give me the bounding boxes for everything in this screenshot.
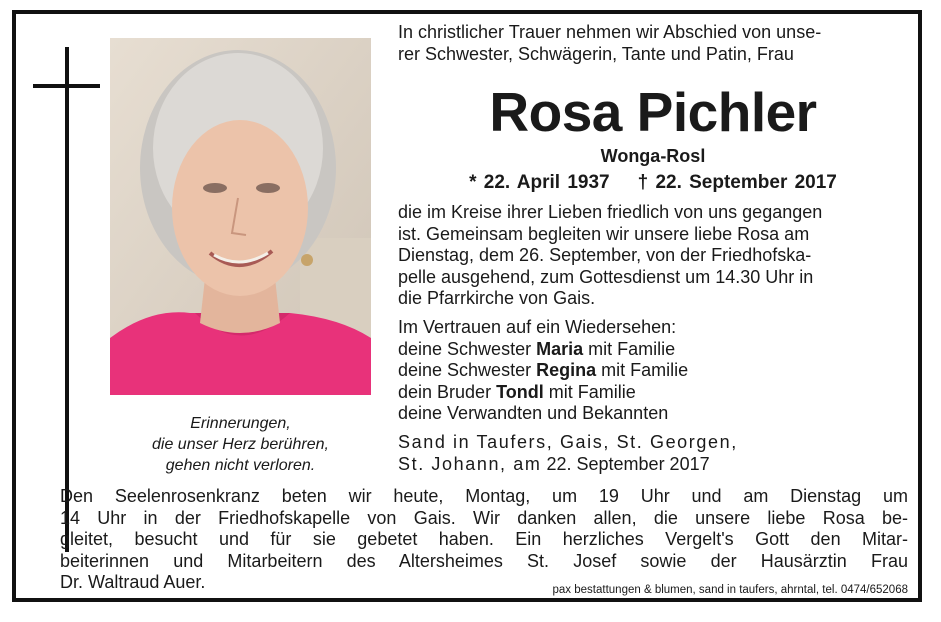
birth-date: * 22. April 1937 <box>469 172 610 193</box>
announcement-line: Dienstag, dem 26. September, von der Friedhofska- <box>398 245 812 265</box>
mourner-relation: deine Schwester <box>398 339 537 359</box>
mourner-relation: deine Schwester <box>398 360 537 380</box>
mourner-family: mit Familie <box>596 360 689 380</box>
funeral-home-footer: pax bestattungen & blumen, sand in taufers, ahrntal, tel. 0474/652068 <box>552 584 908 596</box>
life-dates <box>398 172 908 194</box>
rosary-line: Dr. Waltraud Auer. <box>60 572 206 592</box>
photo-caption <box>110 413 371 476</box>
mourner-family: mit Familie <box>583 339 676 359</box>
mourners-heading: Im Vertrauen auf ein Wiedersehen: <box>398 317 677 337</box>
announcement-line: pelle ausgehend, zum Gottesdienst um 14.30 Uhr in <box>398 267 814 287</box>
death-date: † 22. September 2017 <box>637 172 837 193</box>
announcement-line: die im Kreise ihrer Lieben friedlich von uns gegangen <box>398 202 823 222</box>
announcement-line: die Pfarrkirche von Gais. <box>398 288 596 308</box>
rosary-line: Den Seelenrosenkranz beten wir heute, Montag, um 19 Uhr und am Dienstag um <box>60 486 908 506</box>
intro-line-2: rer Schwester, Schwägerin, Tante und Patin, Frau <box>398 44 794 64</box>
cross-icon-horizontal <box>33 84 100 88</box>
mourner-name: Regina <box>536 360 597 380</box>
intro-line-1: In christlicher Trauer nehmen wir Abschied von unse- <box>398 22 822 42</box>
rosary-line: gleitet, besucht und für sie gebetet haben. Ein herzliches Vergelt's Gott den Mitar- <box>60 529 908 549</box>
portrait-photo <box>110 38 371 395</box>
mourner-family: mit Familie <box>543 382 636 402</box>
deceased-name: Rosa Pichler <box>489 81 817 143</box>
caption-line: Erinnerungen, <box>190 415 291 432</box>
mourner-relatives: deine Verwandten und Bekannten <box>398 403 669 423</box>
place-line-2 <box>398 454 710 476</box>
mourner-line <box>398 382 636 404</box>
place-line-1: Sand in Taufers, Gais, St. Georgen, <box>398 432 738 452</box>
nickname: Wonga-Rosl <box>600 146 706 166</box>
cross-icon-vertical <box>65 47 69 552</box>
mourner-line <box>398 360 688 382</box>
mourner-name: Maria <box>536 339 584 359</box>
place-text: St. Johann, am <box>398 454 542 474</box>
mourner-name: Tondl <box>496 382 544 402</box>
mourner-relation: dein Bruder <box>398 382 497 402</box>
place-date: 22. September 2017 <box>541 454 710 474</box>
rosary-line: 14 Uhr in der Friedhofskapelle von Gais. Wir danken allen, die unsere liebe Rosa be- <box>60 508 908 528</box>
caption-line: die unser Herz berühren, <box>152 436 329 453</box>
announcement-line: ist. Gemeinsam begleiten wir unsere liebe Rosa am <box>398 224 810 244</box>
mourner-line <box>398 339 675 361</box>
caption-line: gehen nicht verloren. <box>165 457 316 474</box>
rosary-line: beiterinnen und Mitarbeitern des Altersheimes St. Josef sowie der Hausärztin Frau <box>60 551 908 571</box>
